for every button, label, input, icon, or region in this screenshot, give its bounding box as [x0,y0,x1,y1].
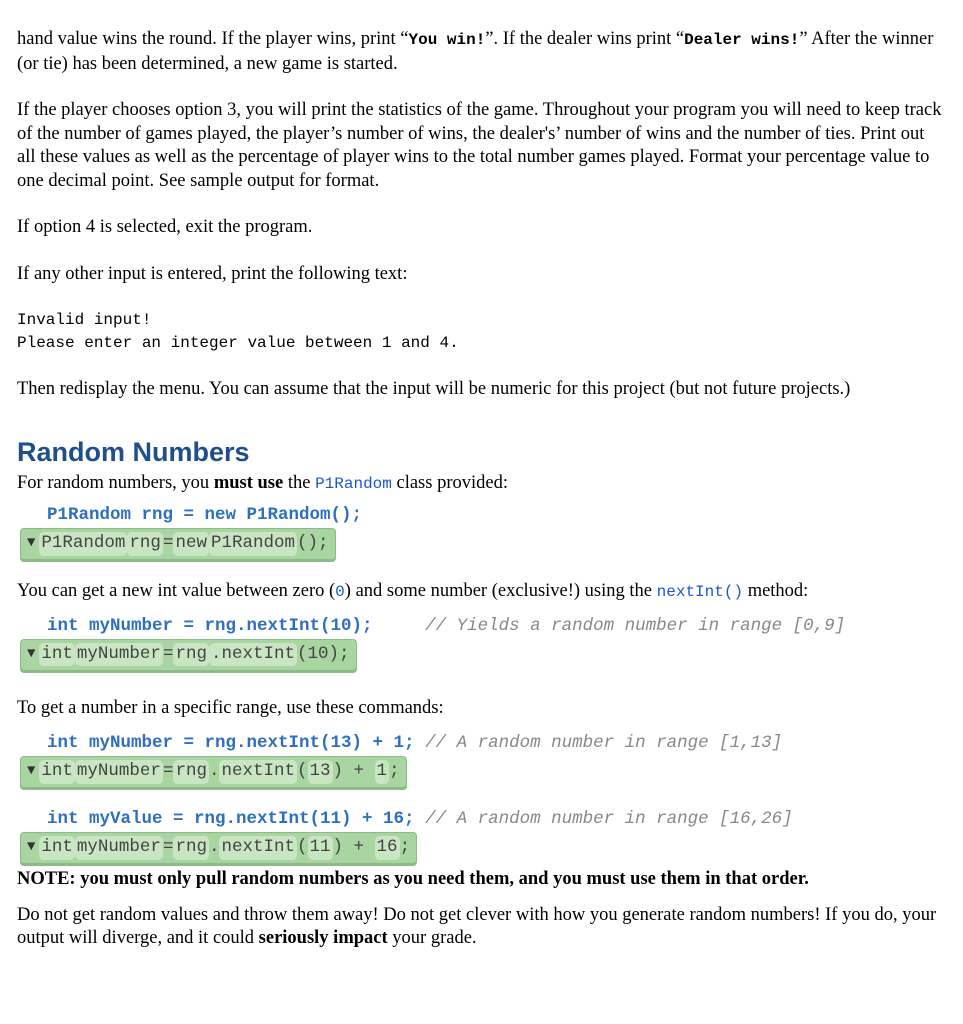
token: rng [173,643,209,667]
token: . [208,761,220,782]
token: int [39,643,75,667]
text: You can get a new int value between zero ( [17,581,336,601]
token: P1Random [39,532,127,556]
section-heading: Random Numbers [17,436,250,467]
code-comment: // A random number in range [1,13] [425,733,783,753]
code-line-4 [17,806,945,832]
paragraph-statistics: If the player chooses option 3, you will print the statistics of the game. Throughout your program you will need to keep track of the number of games played, the player’s number of wins, the dealer's’ number of wins and the number of ties. Print out all these values as well as the percentage of player wins to the total number games played. Format your percentage value to one decimal point. See sample output for format. [17,100,942,191]
token: = [162,643,174,664]
token: 13 [308,760,333,784]
text: method: [743,581,809,601]
token: int [39,836,75,860]
method-code: nextInt() [656,583,744,601]
token: nextInt [219,836,297,860]
token: int [39,760,75,784]
text: Do not get random values and throw them away! Do not get clever with how you generate random numbers! If you do, your output will diverge, and it could [17,904,937,948]
paragraph-range: To get a number in a specific range, use these commands: [17,697,444,718]
paragraph-option-4: If option 4 is selected, exit the program. [17,217,313,237]
text: hand value wins the round. If the player wins, print “ [17,29,409,49]
token: myNumber [75,643,163,667]
token: 11 [308,836,333,860]
token: P1Random [209,532,297,556]
token: = [162,837,174,858]
token: nextInt [219,760,297,784]
invalid-line-1: Invalid input! [17,311,152,329]
note: NOTE: you must only pull random numbers as you need them, and you must use them in that order. [17,869,809,889]
text: the [283,472,316,493]
code-line-3 [17,730,945,756]
code-line-2 [17,613,945,639]
paragraph-invalid: If any other input is entered, print the following text: [17,263,408,284]
token: ; [389,761,400,782]
token: rng [173,760,209,784]
paragraph-win-rules [17,28,945,76]
code-block-3 [20,756,407,788]
token: ) + [332,761,375,782]
token: rng [173,836,209,860]
code-line-1: P1Random rng = new P1Random(); [47,505,363,525]
paragraph-random [17,472,945,497]
token: ; [399,837,411,858]
invalid-line-2: Please enter an integer value between 1 and 4. [17,334,459,352]
code-block-2 [20,639,357,671]
zero-code: 0 [335,583,345,601]
collapse-triangle-icon[interactable]: ▼ [27,645,36,662]
token: ( [297,837,308,858]
token: ) + [332,837,375,858]
token: (10); [296,643,350,664]
dealer-wins-code: Dealer wins! [684,31,800,49]
code: int myValue = rng.nextInt(11) + 16; [47,809,415,829]
code: int myNumber = rng.nextInt(10); [47,615,373,636]
text: ”. If the dealer wins print “ [485,29,685,49]
code-comment: // A random number in range [16,26] [425,809,793,829]
code-block-1 [20,528,336,560]
code: int myNumber = rng.nextInt(13) + 1; [47,733,415,753]
class-name-code: P1Random [315,474,392,493]
text-bold: must use [213,472,284,493]
collapse-triangle-icon[interactable]: ▼ [27,763,36,780]
token: 1 [375,760,390,784]
you-win-code: You win! [408,31,486,49]
text: ) and some number (exclusive!) using the [344,581,657,601]
text: class provided: [391,472,508,493]
collapse-triangle-icon[interactable]: ▼ [27,839,36,856]
token: myNumber [75,760,163,784]
token: 16 [375,836,400,860]
token: .nextInt [209,643,297,667]
paragraph-redisplay: Then redisplay the menu. You can assume that the input will be numeric for this project (but not future projects.) [17,379,851,399]
invalid-output [17,309,945,355]
token: (); [296,533,329,554]
text: your grade. [387,928,477,948]
token: rng [127,532,163,556]
token: new [173,532,209,556]
token: myNumber [75,836,163,860]
collapse-triangle-icon[interactable]: ▼ [27,535,36,552]
paragraph-nextint [17,580,945,605]
token: = [162,533,174,554]
token: ( [297,761,308,782]
text: ” After the winner (or tie) has been determined, a new game is started. [17,29,934,74]
code-comment: // Yields a random number in range [0,9] [425,615,846,636]
text: For random numbers, you [17,472,214,493]
paragraph-warning [17,904,945,951]
token: = [162,761,174,782]
code-block-4 [20,832,417,864]
text-bold: seriously impact [258,928,388,948]
token: . [208,837,220,858]
